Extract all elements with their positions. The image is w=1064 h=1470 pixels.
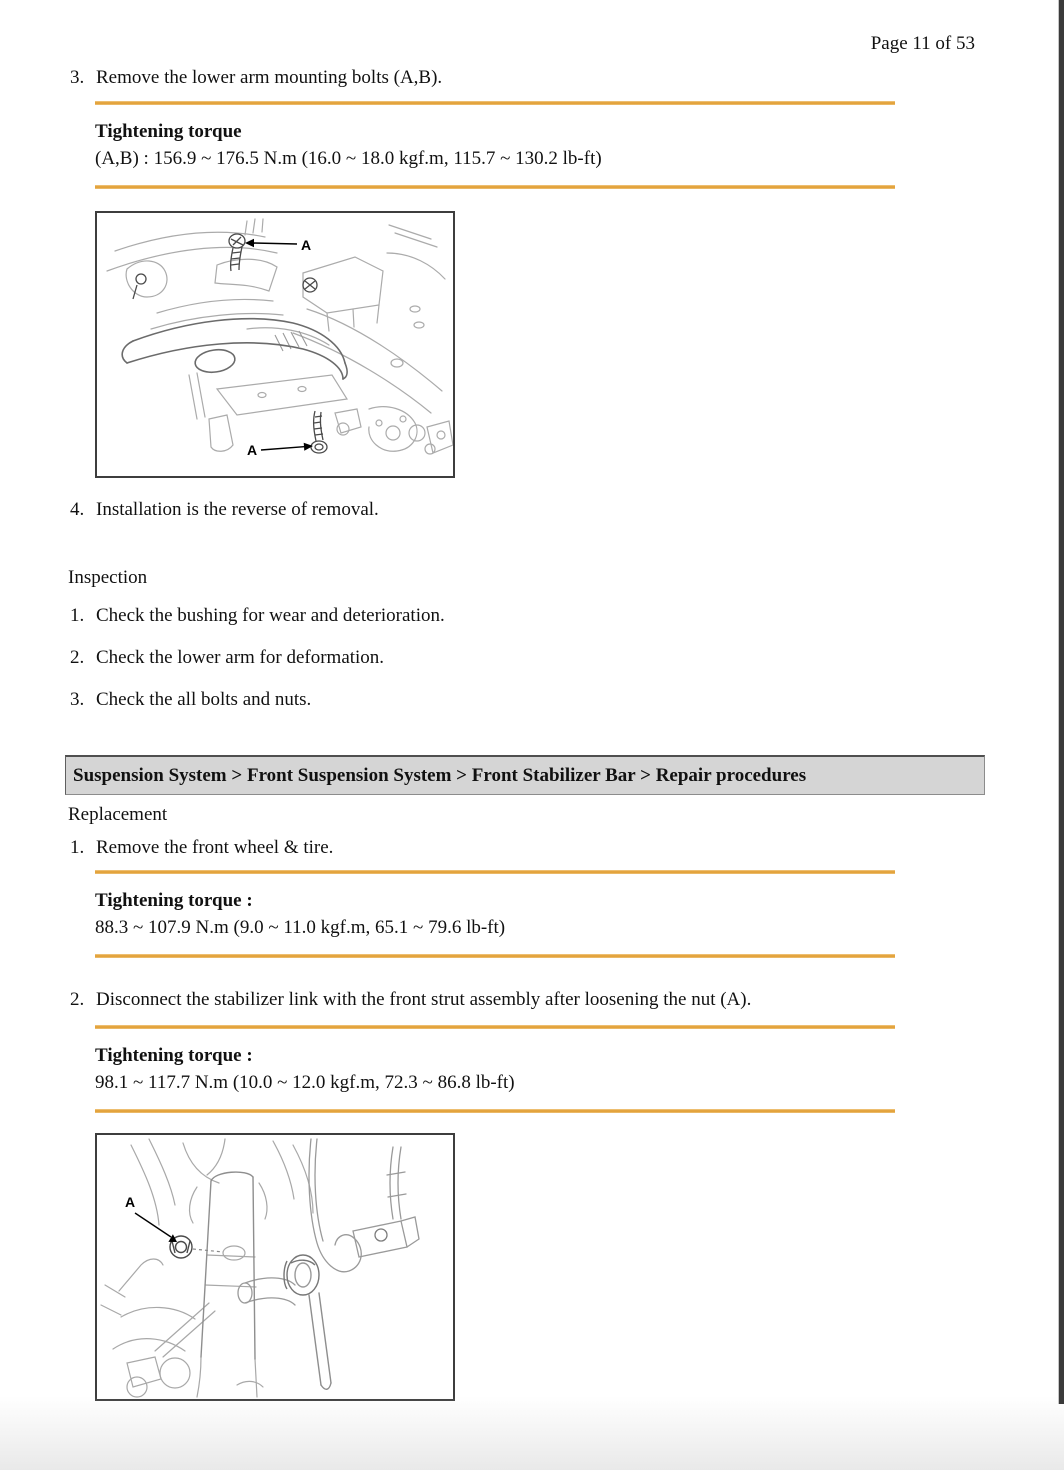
divider-bottom xyxy=(95,185,895,189)
page-bottom-fade xyxy=(0,1396,1064,1470)
step-number: 2. xyxy=(70,647,85,668)
step-disconnect-stabilizer-link xyxy=(70,988,970,1012)
divider-bottom xyxy=(95,1109,895,1113)
divider-bottom xyxy=(95,954,895,958)
bolt-a-label: A xyxy=(301,237,312,253)
step-number: 1. xyxy=(70,837,85,858)
step-number: 3. xyxy=(70,689,85,710)
figure-stabilizer-link-nut xyxy=(95,1133,455,1401)
step-text: Check the lower arm for deformation. xyxy=(96,647,385,668)
torque-spec-stabilizer-link xyxy=(95,1025,895,1113)
step-installation-reverse xyxy=(70,498,379,522)
torque-spec-lower-arm xyxy=(95,101,895,189)
breadcrumb-text: Suspension System > Front Suspension System > Front Stabilizer Bar > Repair procedures xyxy=(73,764,807,786)
torque-value: 98.1 ~ 117.7 N.m (10.0 ~ 12.0 kgf.m, 72.3 ~ 86.8 lb-ft) xyxy=(95,1072,515,1093)
inspection-heading: Inspection xyxy=(68,567,148,588)
step-number: 3. xyxy=(70,67,85,88)
window-right-edge xyxy=(1058,0,1064,1404)
step-text: Check the bushing for wear and deterioration. xyxy=(96,605,445,626)
step-number: 2. xyxy=(70,989,85,1010)
torque-spec-wheel xyxy=(95,870,895,958)
torque-value: (A,B) : 156.9 ~ 176.5 N.m (16.0 ~ 18.0 kgf.m, 115.7 ~ 130.2 lb-ft) xyxy=(95,148,602,169)
step-text: Remove the front wheel & tire. xyxy=(96,837,334,858)
torque-title: Tightening torque : xyxy=(95,890,253,911)
step-number: 1. xyxy=(70,605,85,626)
callout-a-nut xyxy=(125,1194,177,1242)
step-remove-lower-arm-bolts xyxy=(70,66,442,90)
step-text: Check the all bolts and nuts. xyxy=(96,689,312,710)
torque-value: 88.3 ~ 107.9 N.m (9.0 ~ 11.0 kgf.m, 65.1 ~ 79.6 lb-ft) xyxy=(95,917,506,938)
step-text: Disconnect the stabilizer link with the front strut assembly after loosening the nut (A). xyxy=(96,989,752,1010)
torque-title: Tightening torque xyxy=(95,121,242,142)
inspection-item-lower-arm xyxy=(70,646,384,670)
figure-lower-arm-bolts xyxy=(95,211,455,478)
inspection-item-bolts-nuts xyxy=(70,688,311,712)
step-number: 4. xyxy=(70,499,85,520)
step-remove-wheel-tire xyxy=(70,836,333,860)
callout-a-bottom xyxy=(247,442,313,458)
lower-arm-illustration xyxy=(97,213,453,476)
page-indicator: Page 11 of 53 xyxy=(870,33,975,54)
step-text: Remove the lower arm mounting bolts (A,B). xyxy=(96,67,443,88)
bolt-a-label: A xyxy=(247,442,258,458)
step-text: Installation is the reverse of removal. xyxy=(96,499,379,520)
inspection-item-bushing xyxy=(70,604,445,628)
replacement-heading: Replacement xyxy=(68,804,168,825)
nut-a-label: A xyxy=(125,1194,136,1210)
stabilizer-link-illustration xyxy=(97,1135,453,1399)
torque-title: Tightening torque : xyxy=(95,1045,253,1066)
callout-a-top xyxy=(245,237,311,253)
section-breadcrumb xyxy=(65,755,985,795)
